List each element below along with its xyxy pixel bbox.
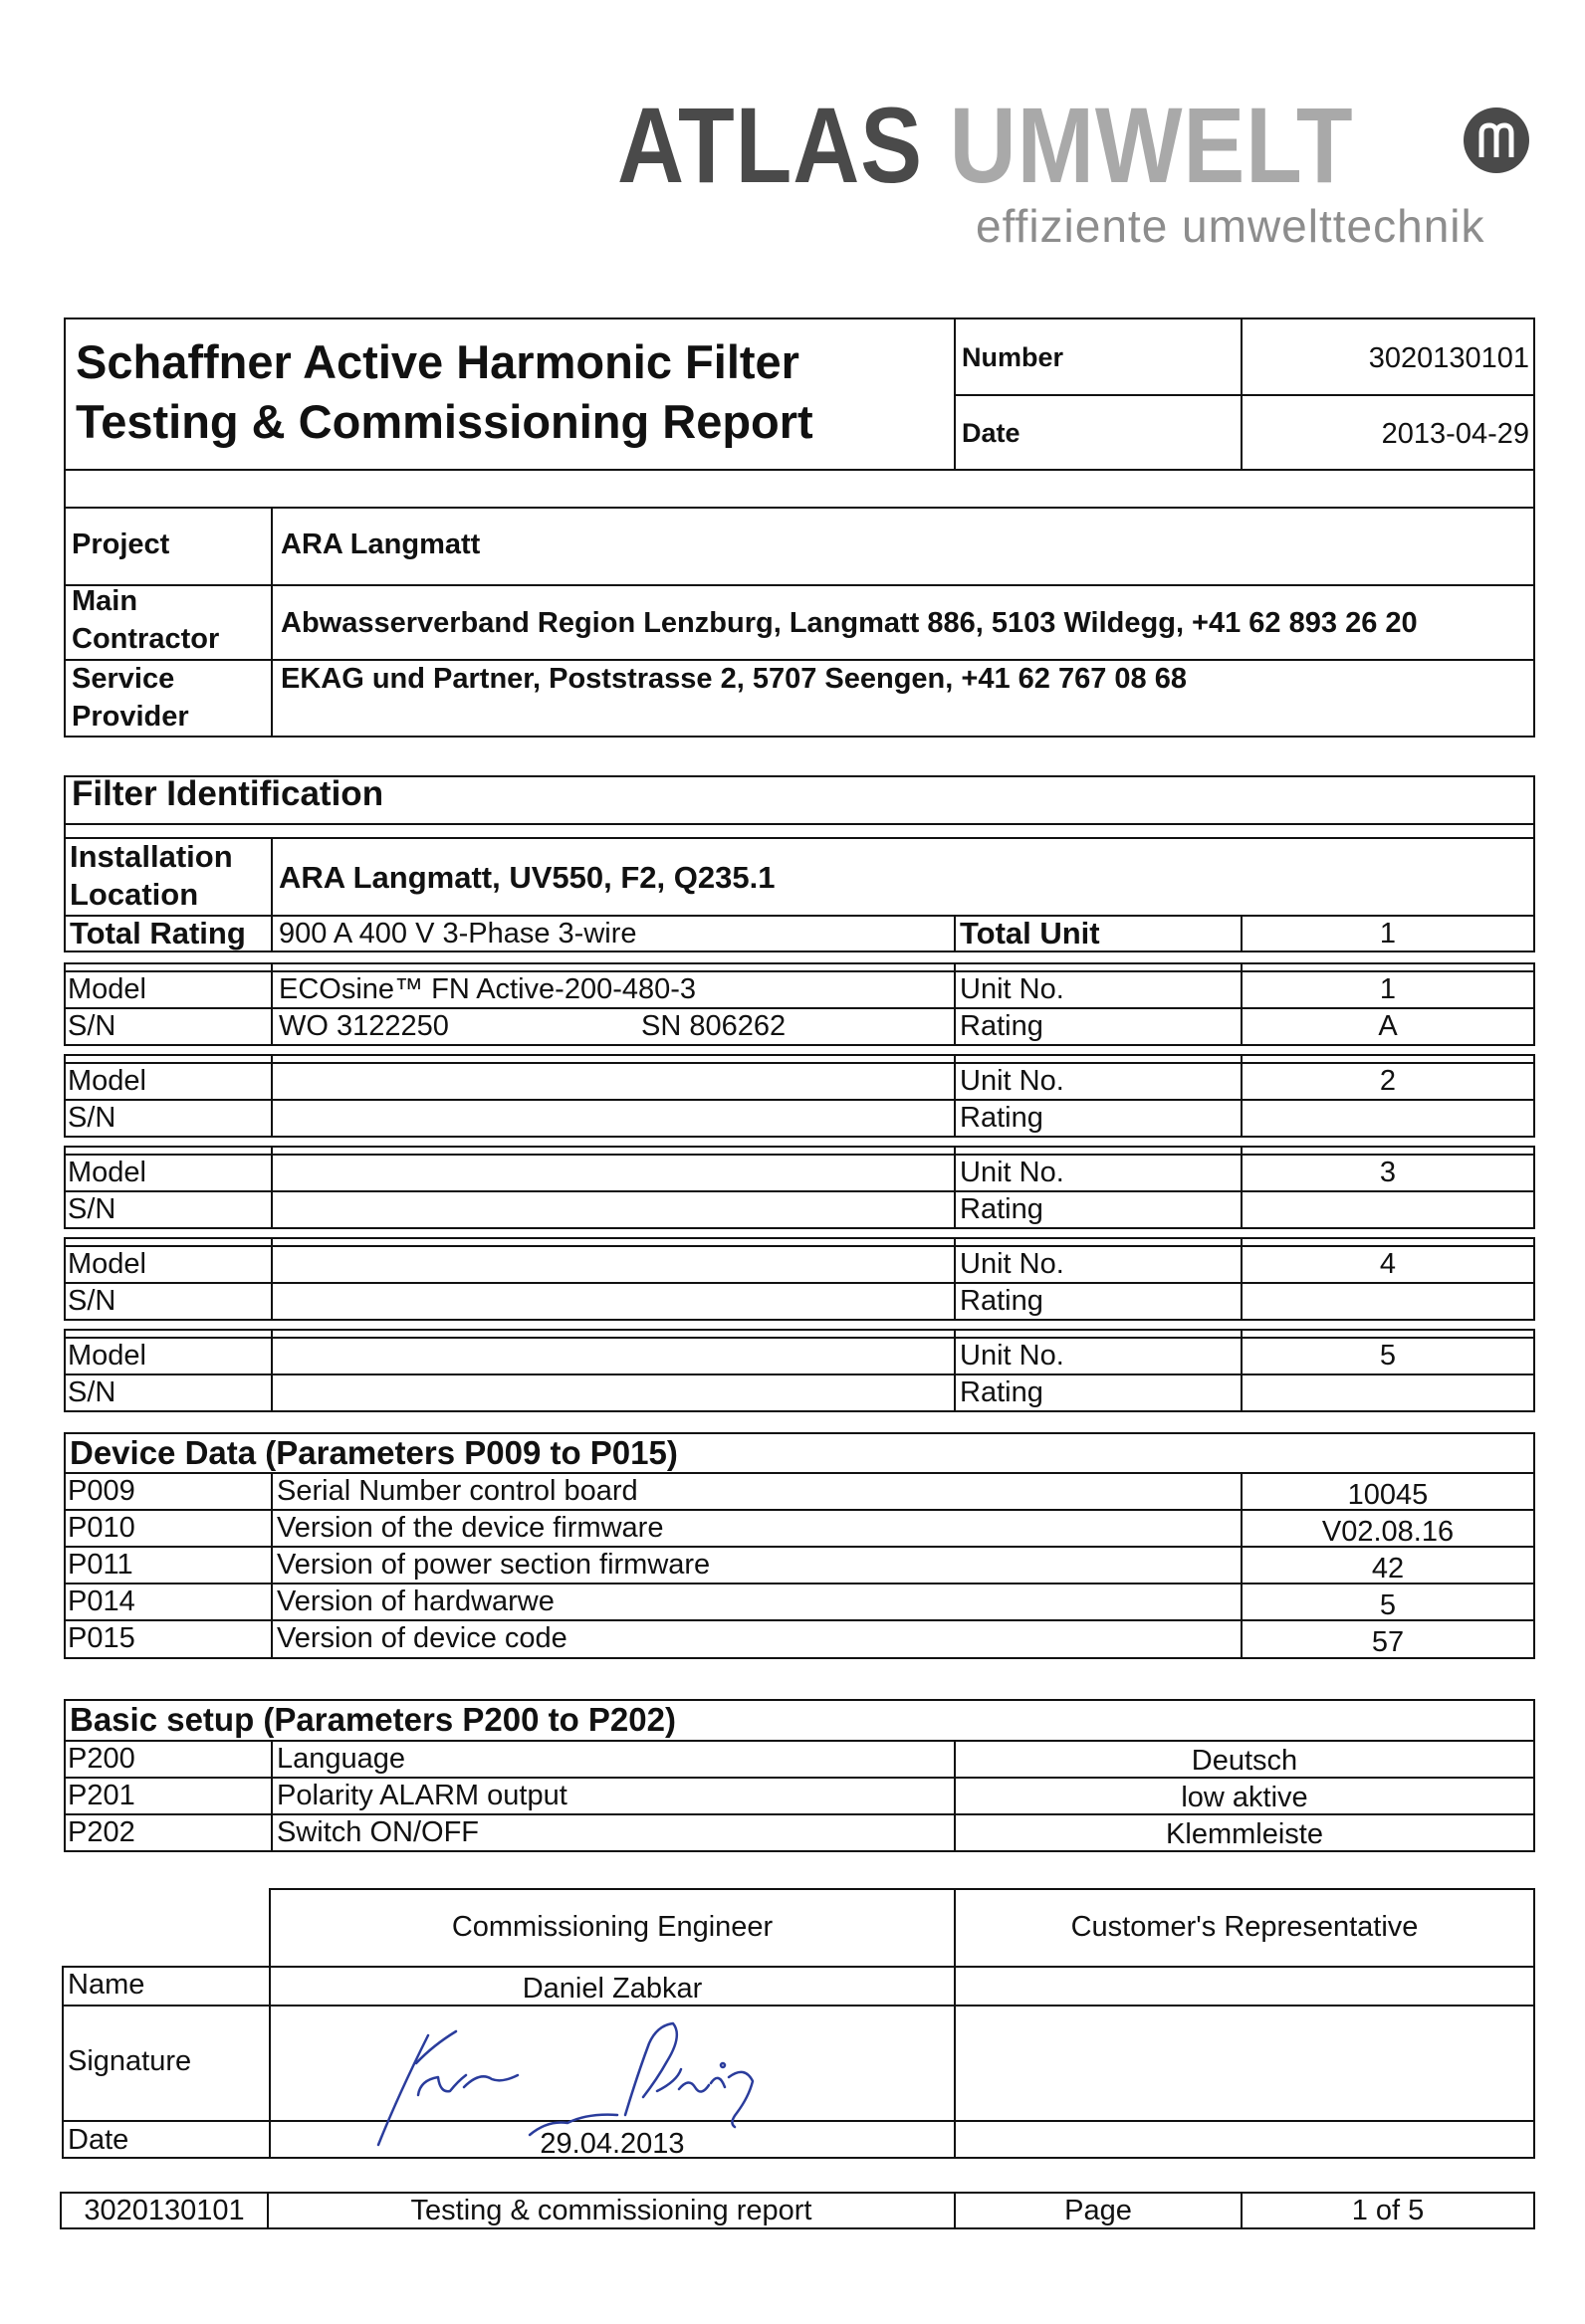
- device-row-2-code: P010: [68, 1512, 135, 1544]
- setup-row-2-code: P201: [68, 1780, 135, 1811]
- report-title-line1: Schaffner Active Harmonic Filter: [76, 335, 799, 388]
- device-row-5-code: P015: [68, 1622, 135, 1654]
- setup-row-1-desc: Language: [277, 1743, 406, 1775]
- unit-3-unit-no-label: Unit No.: [960, 1157, 1064, 1188]
- device-row-5-desc: Version of device code: [277, 1622, 567, 1654]
- unit-1-unit-no-label: Unit No.: [960, 973, 1064, 1005]
- footer-number: 3020130101: [84, 2195, 245, 2226]
- device-row-1-code: P009: [68, 1475, 135, 1507]
- setup-row-2-value: low aktive: [1181, 1782, 1308, 1813]
- total-unit-value: 1: [1379, 918, 1397, 950]
- setup-row-3-desc: Switch ON/OFF: [277, 1816, 480, 1848]
- report-title-line2: Testing & Commissioning Report: [76, 395, 813, 448]
- unit-1-model-label: Model: [68, 973, 146, 1005]
- engineer-date: 29.04.2013: [540, 2128, 685, 2160]
- report-date: 2013-04-29: [1381, 418, 1529, 450]
- signature-label: Signature: [68, 2045, 192, 2077]
- unit-2-sn-label: S/N: [68, 1102, 116, 1134]
- logo-brand-light: UMWELT: [949, 85, 1354, 205]
- unit-4-model-label: Model: [68, 1248, 146, 1280]
- installation-label-2: Location: [70, 877, 199, 912]
- unit-1-unit-no: 1: [1379, 973, 1397, 1005]
- device-row-2-value: V02.08.16: [1321, 1516, 1455, 1548]
- device-row-4-code: P014: [68, 1585, 135, 1617]
- project-value: ARA Langmatt: [281, 528, 481, 560]
- footer-page-value: 1 of 5: [1351, 2195, 1425, 2226]
- company-logo: [617, 85, 1533, 261]
- device-row-3-code: P011: [68, 1549, 133, 1581]
- unit-1-rating: A: [1378, 1010, 1398, 1042]
- spacer-row: [64, 469, 1535, 509]
- main-contractor-value: Abwasserverband Region Lenzburg, Langmatt 886, 5103 Wildegg, +41 62 893 26 20: [281, 607, 1418, 639]
- unit-4-sn-label: S/N: [68, 1285, 116, 1317]
- basic-setup-title: Basic setup (Parameters P200 to P202): [70, 1701, 676, 1738]
- device-row-1-desc: Serial Number control board: [277, 1475, 638, 1507]
- service-provider-label-1: Service: [72, 663, 175, 695]
- unit-4-unit-no: 4: [1379, 1248, 1397, 1280]
- unit-2-rating-label: Rating: [960, 1102, 1043, 1134]
- engineer-header: Commissioning Engineer: [451, 1911, 774, 1943]
- main-contractor-label-2: Contractor: [72, 623, 220, 655]
- device-row-3-desc: Version of power section firmware: [277, 1549, 711, 1581]
- unit-5-unit-no-label: Unit No.: [960, 1340, 1064, 1372]
- device-row-1-value: 10045: [1347, 1479, 1429, 1511]
- unit-1-model: ECOsine™ FN Active-200-480-3: [279, 973, 697, 1005]
- date-label: Date: [962, 418, 1020, 448]
- setup-row-1-value: Deutsch: [1191, 1745, 1298, 1777]
- unit-3-unit-no: 3: [1379, 1157, 1397, 1188]
- device-row-4-value: 5: [1379, 1589, 1397, 1621]
- total-unit-label: Total Unit: [960, 916, 1100, 951]
- device-row-3-value: 42: [1371, 1553, 1405, 1585]
- setup-row-3-value: Klemmleiste: [1166, 1818, 1323, 1850]
- unit-5-unit-no: 5: [1379, 1340, 1397, 1372]
- setup-row-2-desc: Polarity ALARM output: [277, 1780, 567, 1811]
- unit-3-rating-label: Rating: [960, 1193, 1043, 1225]
- service-provider-value: EKAG und Partner, Poststrasse 2, 5707 Seengen, +41 62 767 08 68: [281, 663, 1187, 695]
- logo-brand-dark: ATLAS: [617, 85, 923, 205]
- unit-2-unit-no-label: Unit No.: [960, 1065, 1064, 1097]
- unit-1-wo: WO 3122250: [279, 1010, 449, 1042]
- unit-5-sn-label: S/N: [68, 1376, 116, 1408]
- logo-emblem-icon: [1462, 106, 1531, 175]
- unit-1-sn-label: S/N: [68, 1010, 116, 1042]
- setup-row-3-code: P202: [68, 1816, 135, 1848]
- unit-1-rating-label: Rating: [960, 1010, 1043, 1042]
- logo-tagline: effiziente umwelttechnik: [976, 200, 1485, 252]
- installation-label-1: Installation: [70, 839, 233, 874]
- service-provider-label-2: Provider: [72, 701, 189, 733]
- device-row-4-desc: Version of hardwarwe: [277, 1585, 555, 1617]
- footer-doc-title: Testing & commissioning report: [410, 2195, 812, 2226]
- date-label-signoff: Date: [68, 2124, 129, 2156]
- unit-3-model-label: Model: [68, 1157, 146, 1188]
- unit-5-rating-label: Rating: [960, 1376, 1043, 1408]
- main-contractor-label-1: Main: [72, 585, 138, 617]
- device-row-2-desc: Version of the device firmware: [277, 1512, 664, 1544]
- unit-5-model-label: Model: [68, 1340, 146, 1372]
- report-number: 3020130101: [1368, 342, 1529, 374]
- device-data-title: Device Data (Parameters P009 to P015): [70, 1434, 678, 1471]
- unit-1-sn: SN 806262: [641, 1010, 787, 1042]
- installation-value: ARA Langmatt, UV550, F2, Q235.1: [279, 860, 776, 895]
- total-rating-label: Total Rating: [70, 916, 246, 951]
- engineer-name: Daniel Zabkar: [522, 1973, 703, 2005]
- total-rating-value: 900 A 400 V 3-Phase 3-wire: [279, 918, 637, 950]
- unit-3-sn-label: S/N: [68, 1193, 116, 1225]
- footer-page-label: Page: [1064, 2195, 1132, 2226]
- unit-2-unit-no: 2: [1379, 1065, 1397, 1097]
- name-label: Name: [68, 1969, 145, 2001]
- filter-section-title: Filter Identification: [72, 774, 384, 813]
- setup-row-1-code: P200: [68, 1743, 135, 1775]
- unit-2-model-label: Model: [68, 1065, 146, 1097]
- unit-4-rating-label: Rating: [960, 1285, 1043, 1317]
- customer-header: Customer's Representative: [1070, 1911, 1419, 1943]
- device-row-5-value: 57: [1371, 1626, 1405, 1658]
- project-label: Project: [72, 528, 170, 560]
- number-label: Number: [962, 342, 1064, 372]
- unit-4-unit-no-label: Unit No.: [960, 1248, 1064, 1280]
